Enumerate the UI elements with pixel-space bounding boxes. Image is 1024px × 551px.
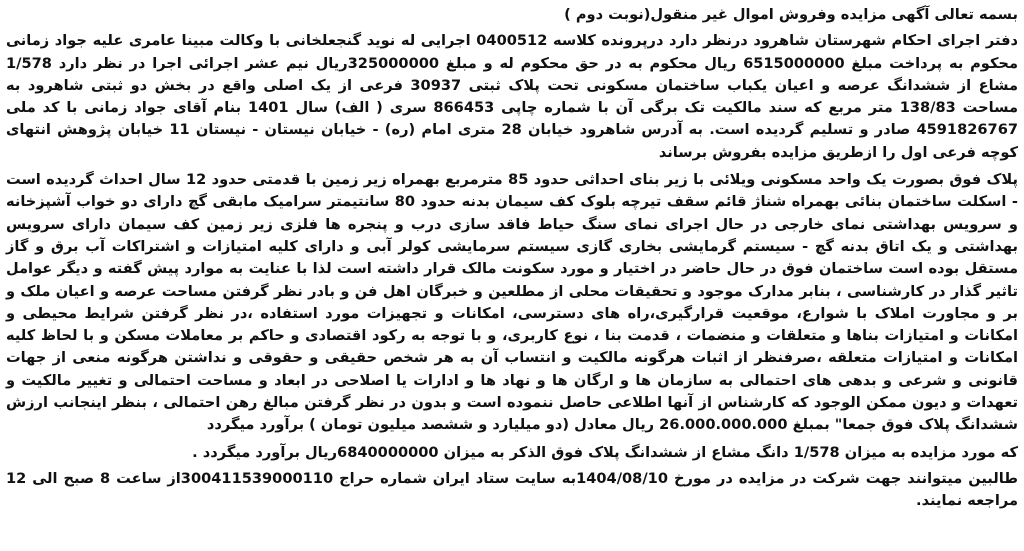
notice-paragraph-case-details: دفتر اجرای احکام شهرستان شاهرود درنظر دارد درپرونده کلاسه 0400512 اجرایی له نوید گنجعلخانی با وکالت مبینا عامری علیه جواد زمانی محکوم به پرداخت مبلغ 6515000000 ریال محکوم به در حق محکوم له و مبلغ 325000000ریال نیم عشر اجرائی اجرا در نظر دارد 1/578 مشاع از ششدانگ عرصه و اعیان یکباب ساختمان مسکونی تحت پلاک ثبتی 30937 فرعی از یک اصلی واقع در بخش دو ثبتی شاهرود به مساحت 138/83 متر مربع که سند مالکیت تک برگی آن با شماره چاپی 866453 سری ( الف) سال 1401 بنام آقای جواد زمانی با کد ملی 4591826767 صادر و تسلیم گردیده است. به آدرس شاهرود خیابان 28 متری امام (ره) - خیابان نیستان - نیستان 11 خیابان پژوهش انتهای کوچه فرعی اول را ازطریق مزایده بفروش برساند <box>6 32 1018 161</box>
notice-paragraph-participation: طالبین میتوانند جهت شرکت در مزایده در مورخ 1404/08/10به سایت ستاد ایران شماره حراج 300411539000110از ساعت 8 صبح الی 12 مراجعه نمایند. <box>6 469 1018 510</box>
notice-title: بسمه تعالی آگهی مزایده وفروش اموال غیر منقول(نوبت دوم ) <box>564 6 1018 23</box>
auction-notice <box>6 4 1018 549</box>
notice-paragraph-share-value: که مورد مزایده به میزان 1/578 دانگ مشاع از ششدانگ پلاک فوق الذکر به میزان 6840000000ریال برآورد میگردد . <box>192 443 1018 461</box>
notice-paragraph-property-description: پلاک فوق بصورت یک واحد مسکونی ویلائی با زیر بنای احداثی حدود 85 مترمربع بهمراه زیر زمین با قدمتی حدود 12 سال احداث گردیده است - اسکلت ساختمان بنائی بهمراه شناژ قائم سقف تیرچه بلوک کف سیمان بدنه حدود 80 سانتیمتر سرامیک مابقی گچ دارای دو خواب آشپزخانه و سرویس بهداشتی نمای خارجی در حال اجرای نمای سنگ حیاط فاقد سازی درب و پنجره ها فلزی زیر زمین کف سیمان دارای سرویس بهداشتی و یک اتاق بدنه گچ - سیستم گرمایشی بخاری گازی سیستم سرمایشی کولر آبی و دارای کلیه امتیازات و اشتراکات آب برق و گاز مستقل بوده است ساختمان فوق در حال حاضر در اختیار و مورد سکونت مالک قرار داشته است لذا با عنایت به موارد پیش گفته و دیگر عوامل تاثیر گذار در کارشناسی ، بنابر مدارک موجود و تحقیقات محلی از مطلعین و خبرگان اهل فن و بادر نظر گرفتن مساحت عرصه و اعیان ملک و بر و مجاورت املاک با شوارع، موقعیت قرارگیری،راه های دسترسی، امکانات و تجهیزات مورد استفاده ،در نظر گرفتن شرایط محیطی و امکانات و امتیازات بناها و متعلقات و منضمات ، قدمت بنا ، نوع کاربری، و با توجه به رکود اقتصادی و حاکم بر معاملات مسکن و با لحاظ کلیه امکانات و امتیازات متعلقه ،صرفنظر از اثبات هرگونه مالکیت و انتساب آن به هر شخص حقیقی و حقوقی و نداشتن هرگونه منعی از جهات قانونی و شرعی و بدهی های احتمالی به سازمان ها و ارگان ها و نهاد ها و ادارات یا اصلاحی در ابعاد و مساحت احتمالی و تغییر مالکیت و تعهدات و دیون ممکن الوجود که کارشناس از آنها اطلاعی حاصل ننموده است و بدون در نظر گرفتن مبالغ رهن احتمالی ، بنظر اینجانب ارزش ششدانگ پلاک فوق جمعا" بمبلغ 26.000.000.000 ریال معادل (دو میلیارد و ششصد میلیون تومان ) برآورد میگردد <box>6 171 1018 434</box>
